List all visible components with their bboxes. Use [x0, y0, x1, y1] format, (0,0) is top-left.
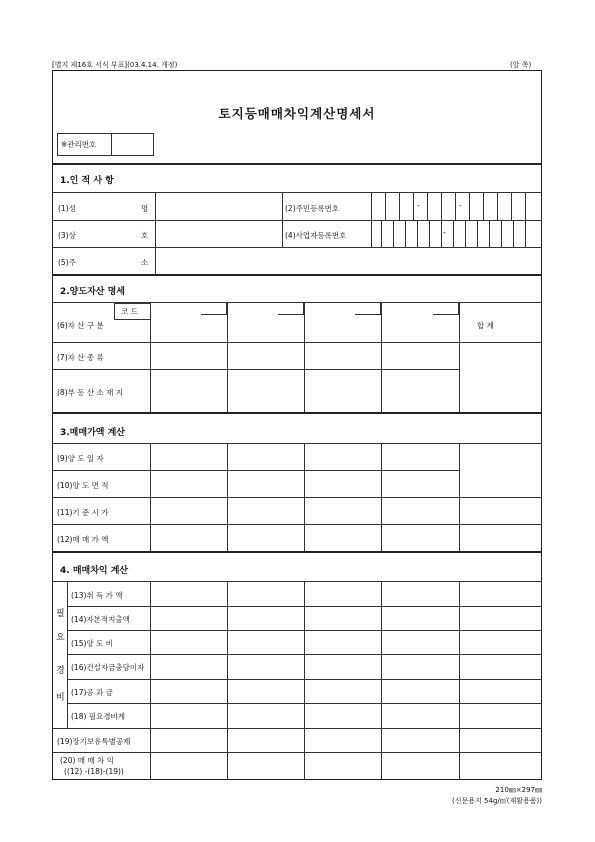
paper-spec: (신문용지 54g/㎡(재활용품)) [452, 797, 542, 805]
form-id: [별지 제16호 서식 부표](03.4.14. 개정) [52, 61, 178, 69]
total-column-label: 합 계 [477, 321, 494, 330]
brn-label: (4)사업자등록번호 [285, 231, 347, 240]
long-term-deduction-label: (19)장기보유특별공제 [57, 737, 131, 746]
asset-location-label: (8)부 동 산 소 재 지 [57, 388, 124, 397]
code-box-1[interactable] [201, 302, 227, 315]
page-title: 토지등매매차익계산명세서 [218, 106, 376, 121]
standard-price-label: (11)기 준 시 가 [57, 508, 109, 517]
code-box-4[interactable] [433, 302, 459, 315]
net-gain-label: (20) 매 매 차 익 [60, 756, 114, 765]
management-no-field[interactable] [111, 133, 154, 156]
expense-total-label: (18) 필요경비계 [71, 712, 126, 721]
net-gain-formula: ((12) -(18)-(19)) [64, 767, 124, 776]
capital-expenditure-label: (14)자본적지출액 [71, 615, 130, 624]
section-2-heading: 2.양도자산 명세 [60, 287, 125, 297]
transfer-area-label: (10)양 도 면 적 [57, 481, 109, 490]
rrn-dash-1: - [417, 201, 420, 210]
address-field[interactable] [156, 248, 541, 273]
construction-interest-label: (16)건설자금충당이자 [71, 663, 145, 672]
rrn-label: (2)주민등록번호 [285, 204, 340, 213]
required-expense-char-3: 경 [56, 666, 65, 676]
section-4-heading: 4. 매매차익 계산 [60, 566, 129, 576]
required-expense-char-4: 비 [56, 693, 65, 703]
rrn-field[interactable] [372, 193, 541, 219]
trade-name-field[interactable] [156, 221, 281, 246]
management-no-label: ※관리번호 [61, 140, 97, 149]
code-box-3[interactable] [355, 302, 381, 315]
name-label: (1)성 [58, 204, 76, 213]
sale-price-label: (12)매 매 가 액 [57, 535, 109, 544]
brn-dash: - [443, 228, 446, 237]
section-3-heading: 3.매매가액 계산 [60, 428, 125, 438]
brn-field[interactable] [372, 221, 541, 246]
name-label-suffix: 명 [141, 204, 149, 213]
taxes-label: (17)공 과 금 [71, 688, 113, 697]
required-expense-char-1: 필 [56, 609, 65, 619]
name-field[interactable] [156, 193, 281, 219]
transfer-cost-label: (15)양 도 비 [71, 639, 113, 648]
trade-name-label-suffix: 호 [141, 231, 149, 240]
asset-type-label: (6)자 산 구 분 [57, 321, 104, 330]
code-box-2[interactable] [278, 302, 304, 315]
page-side: (앞 쪽) [510, 61, 532, 69]
transfer-date-label: (9)양 도 일 자 [57, 454, 104, 463]
address-label-suffix: 소 [141, 258, 149, 267]
acquisition-price-label: (13)취 득 가 액 [71, 591, 123, 600]
rrn-dash-2: - [459, 201, 462, 210]
required-expense-char-2: 요 [56, 633, 65, 643]
address-label: (5)주 [58, 258, 76, 267]
form-frame [52, 70, 542, 780]
asset-kind-label: (7)자 산 종 류 [57, 353, 104, 362]
code-label: 코 드 [121, 307, 138, 316]
trade-name-label: (3)상 [58, 231, 76, 240]
paper-size: 210㎜×297㎜ [495, 786, 542, 794]
section-1-heading: 1.인 적 사 항 [60, 176, 114, 186]
